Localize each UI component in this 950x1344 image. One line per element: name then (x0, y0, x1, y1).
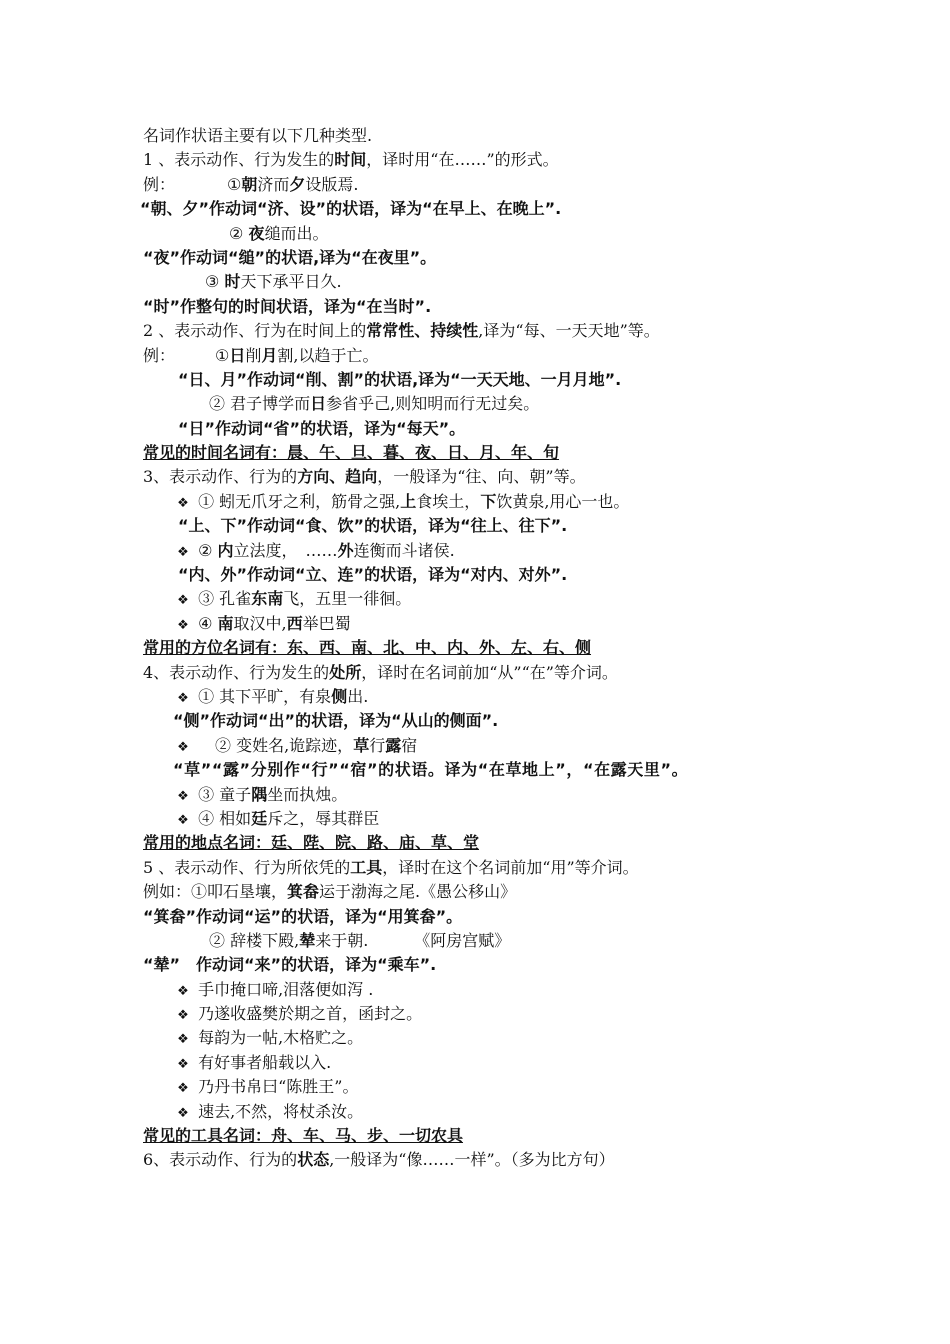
explanation-5-2: “辇” 作动词“来”的状语，译为“乘车”. (143, 955, 437, 975)
example-1-3: ③ 时天下承平日久. (205, 272, 342, 292)
time-nouns-summary: 常见的时间名词有：晨、午、旦、暮、夜、日、月、年、旬 (143, 443, 560, 463)
type2-heading: 2 、表示动作、行为在时间上的常常性、持续性,译为“每、一天天地”等。 (143, 321, 660, 341)
list-item: ❖ ② 内立法度， ……外连衡而斗诸侯. (143, 539, 813, 563)
diamond-bullet-icon: ❖ (177, 1008, 189, 1024)
explanation-3-1: “上、下”作动词“食、饮”的状语，译为“往上、往下”. (178, 516, 568, 536)
diamond-bullet-icon: ❖ (177, 617, 189, 633)
diamond-bullet-icon: ❖ (177, 495, 189, 511)
diamond-bullet-icon: ❖ (177, 983, 189, 999)
list-item: ❖ 每韵为一帖,木格贮之。 (143, 1026, 813, 1050)
diamond-bullet-icon: ❖ (177, 788, 189, 804)
example-2-2: ② 君子博学而日参省乎己,则知明而行无过矣。 (209, 394, 540, 414)
tool-nouns-summary: 常见的工具名词：舟、车、马、步、一切农具 (143, 1126, 464, 1146)
explanation-2-1: “日、月”作动词“削、割”的状语,译为“一天天地、一月月地”. (178, 369, 622, 389)
place-nouns-summary: 常用的地点名词：廷、陛、院、路、庙、草、堂 (143, 833, 480, 853)
list-item: ❖ 乃遂收盛樊於期之首，函封之。 (143, 1002, 813, 1026)
list-item: ❖ ② 变姓名,诡踪迹，草行露宿 (143, 734, 813, 758)
type3-heading: 3、表示动作、行为的方向、趋向，一般译为“往、向、朝”等。 (143, 467, 586, 487)
intro-line: 名词作状语主要有以下几种类型. (143, 126, 373, 145)
list-item: ❖ ④ 南取汉中,西举巴蜀 (143, 612, 813, 636)
list-item: ❖ ③ 孔雀东南飞，五里一徘徊。 (143, 587, 813, 611)
list-item: ❖ 乃丹书帛曰“陈胜王”。 (143, 1075, 813, 1099)
diamond-bullet-icon: ❖ (177, 690, 189, 706)
example-1-1: 例： ①朝济而夕设版焉. (143, 174, 359, 194)
diamond-bullet-icon: ❖ (177, 739, 189, 755)
explanation-3-2: “内、外”作动词“立、连”的状语，译为“对内、对外”. (178, 565, 568, 585)
type6-heading: 6、表示动作、行为的状态,一般译为“像……一样”。（多为比方句） (143, 1150, 615, 1170)
list-item: ❖ ④ 相如廷斥之，辱其群臣 (143, 807, 813, 831)
diamond-bullet-icon: ❖ (177, 1105, 189, 1121)
diamond-bullet-icon: ❖ (177, 1032, 189, 1048)
diamond-bullet-icon: ❖ (177, 1056, 189, 1072)
example-2-1: 例： ①日削月割,以趋于亡。 (143, 345, 379, 365)
document-content (140, 124, 813, 1173)
diamond-bullet-icon: ❖ (177, 593, 189, 609)
list-item: ❖ 手巾掩口啼,泪落便如泻 . (143, 978, 813, 1002)
diamond-bullet-icon: ❖ (177, 812, 189, 828)
list-item: ❖ 速去,不然，将杖杀汝。 (143, 1100, 813, 1124)
explanation-1-1: “朝、夕”作动词“济、设”的状语，译为“在早上、在晚上”. (140, 199, 562, 219)
example-5-1: 例如：①叩石垦壤，箕畚运于渤海之尾.《愚公移山》 (143, 882, 517, 902)
type4-heading: 4、表示动作、行为发生的处所，译时在名词前加“从”“在”等介词。 (143, 662, 618, 682)
list-item: ❖ 有好事者船载以入. (143, 1051, 813, 1075)
example-5-2: ② 辞楼下殿,辇来于朝. 《阿房宫赋》 (209, 930, 511, 950)
direction-nouns-summary: 常用的方位名词有：东、西、南、北、中、内、外、左、右、侧 (143, 638, 592, 658)
list-item: ❖ ③ 童子隅坐而执烛。 (143, 783, 813, 807)
list-item: ❖ ① 蚓无爪牙之利，筋骨之强,上食埃土，下饮黄泉,用心一也。 (143, 490, 813, 514)
explanation-4-1: “侧”作动词“出”的状语，译为“从山的侧面”. (173, 711, 499, 731)
explanation-4-2: “草”“露”分别作“行”“宿”的状语。译为“在草地上”，“在露天里”。 (173, 760, 689, 780)
explanation-2-2: “日”作动词“省”的状语，译为“每天”。 (178, 418, 466, 438)
explanation-1-3: “时”作整句的时间状语，译为“在当时”. (143, 296, 432, 316)
type1-heading: 1 、表示动作、行为发生的时间，译时用“在……”的形式。 (143, 150, 559, 170)
diamond-bullet-icon: ❖ (177, 544, 189, 560)
diamond-bullet-icon: ❖ (177, 1081, 189, 1097)
explanation-1-2: “夜”作动词“缒”的状语,译为“在夜里”。 (143, 247, 437, 267)
type5-heading: 5 、表示动作、行为所依凭的工具，译时在这个名词前加“用”等介词。 (143, 857, 639, 877)
explanation-5-1: “箕畚”作动词“运”的状语，译为“用箕畚”。 (143, 906, 463, 926)
example-1-2: ② 夜缒而出。 (229, 223, 329, 243)
list-item: ❖ ① 其下平旷，有泉侧出. (143, 685, 813, 709)
